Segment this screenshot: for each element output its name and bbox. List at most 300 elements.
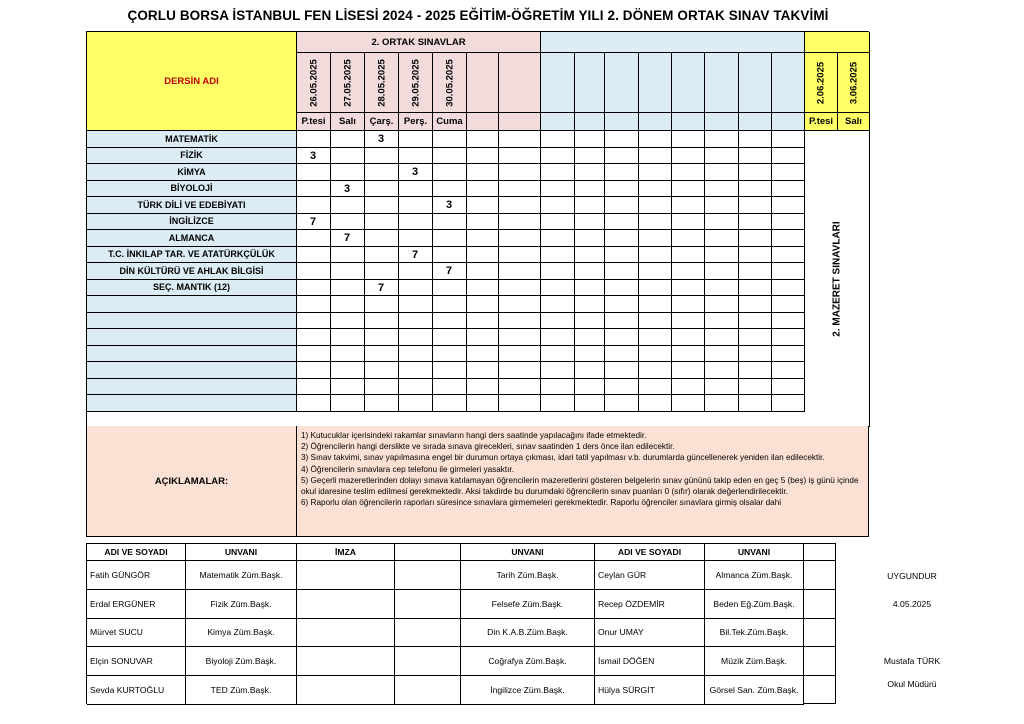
signature-cell	[395, 590, 461, 619]
slot-cell	[772, 230, 805, 247]
slot-cell	[365, 263, 399, 280]
date-header	[365, 53, 399, 113]
slot-cell	[639, 280, 672, 297]
slot-cell	[433, 346, 467, 363]
signature-cell: Recep ÖZDEMİR	[595, 590, 705, 619]
slot-cell	[541, 379, 575, 396]
date-header	[605, 53, 639, 113]
course-name	[87, 346, 297, 363]
slot-cell	[639, 131, 672, 148]
approval-date: 4.05.2025	[892, 599, 932, 609]
slot-cell	[499, 280, 541, 297]
signature-cell: Onur UMAY	[595, 619, 705, 648]
day-label	[541, 113, 575, 131]
slot-cell	[639, 164, 672, 181]
course-name: BİYOLOJİ	[87, 181, 297, 198]
slot-cell	[499, 247, 541, 264]
signature-cell: Ceylan GÜR	[595, 561, 705, 590]
slot-cell	[541, 280, 575, 297]
slot-cell	[639, 362, 672, 379]
slot-cell	[605, 329, 639, 346]
slot-cell	[772, 197, 805, 214]
slot-cell	[575, 296, 605, 313]
signature-cell: Felsefe Züm.Başk.	[461, 590, 595, 619]
slot-cell	[739, 131, 772, 148]
slot-cell	[705, 148, 739, 165]
slot-cell	[705, 280, 739, 297]
slot-cell	[467, 329, 499, 346]
slot-cell	[365, 164, 399, 181]
slot-cell	[331, 329, 365, 346]
signature-cell: Hülya SÜRGİT	[595, 676, 705, 705]
slot-cell	[575, 148, 605, 165]
slot-cell	[297, 329, 331, 346]
date-label: 2.06.2025	[815, 61, 827, 104]
slot-cell	[331, 263, 365, 280]
signature-cell	[297, 676, 395, 705]
slot-cell	[297, 197, 331, 214]
slot-cell	[575, 346, 605, 363]
slot-cell	[705, 181, 739, 198]
slot-cell	[541, 296, 575, 313]
slot-cell	[297, 230, 331, 247]
slot-cell	[575, 131, 605, 148]
slot-cell	[433, 280, 467, 297]
slot-cell	[739, 263, 772, 280]
slot-cell	[297, 296, 331, 313]
signature-extra-column	[803, 543, 836, 704]
slot-cell	[433, 313, 467, 330]
course-name: MATEMATİK	[87, 131, 297, 148]
makeup-label: 2. MAZERET SINAVLARI	[831, 220, 843, 337]
date-header	[772, 53, 805, 113]
slot-cell	[467, 362, 499, 379]
course-name	[87, 313, 297, 330]
slot-cell	[672, 379, 705, 396]
slot-cell	[433, 296, 467, 313]
signature-cell: Matematik Züm.Başk.	[186, 561, 297, 590]
slot-cell	[575, 329, 605, 346]
slot-cell	[541, 395, 575, 412]
date-header	[739, 53, 772, 113]
signature-header: UNVANI	[461, 544, 595, 561]
slot-cell	[772, 362, 805, 379]
slot-cell	[499, 329, 541, 346]
exam-group-header: 2. ORTAK SINAVLAR	[297, 32, 541, 53]
slot-cell	[739, 362, 772, 379]
slot-cell	[672, 230, 705, 247]
blank-group-header	[541, 32, 805, 53]
slot-cell	[499, 346, 541, 363]
slot-cell	[639, 247, 672, 264]
day-label: Çarş.	[365, 113, 399, 131]
slot-cell	[605, 395, 639, 412]
slot-cell: 7	[399, 247, 433, 264]
slot-cell	[399, 230, 433, 247]
note-line: 4) Öğrencilerin sınavlara cep telefonu ile girmeleri yasaktır.	[301, 464, 514, 474]
slot-cell	[331, 379, 365, 396]
slot-cell	[541, 164, 575, 181]
slot-cell	[639, 197, 672, 214]
slot-cell	[772, 379, 805, 396]
slot-cell	[772, 131, 805, 148]
slot-cell	[575, 263, 605, 280]
slot-cell	[467, 346, 499, 363]
slot-cell	[772, 263, 805, 280]
signature-divider	[803, 618, 836, 619]
slot-cell	[772, 346, 805, 363]
slot-cell	[399, 346, 433, 363]
date-header	[672, 53, 705, 113]
signature-cell: Erdal ERGÜNER	[87, 590, 186, 619]
slot-cell	[772, 280, 805, 297]
slot-cell	[297, 280, 331, 297]
slot-cell	[575, 362, 605, 379]
slot-cell	[739, 148, 772, 165]
slot-cell	[541, 214, 575, 231]
slot-cell	[705, 164, 739, 181]
date-header	[838, 53, 870, 113]
slot-cell	[399, 263, 433, 280]
note-line: 3) Sınav takvimi, sınav yapılmasına engel bir durumun ortaya çıkması, idari tatil yapılması v.b. durumlarda güncellenerek yeniden ilan edilecektir.	[301, 453, 825, 463]
slot-cell	[433, 395, 467, 412]
course-name	[87, 296, 297, 313]
slot-cell	[499, 296, 541, 313]
date-header	[805, 53, 838, 113]
course-name: FİZİK	[87, 148, 297, 165]
slot-cell	[365, 379, 399, 396]
slot-cell	[467, 296, 499, 313]
slot-cell	[399, 214, 433, 231]
slot-cell	[605, 131, 639, 148]
slot-cell	[639, 346, 672, 363]
slot-cell	[467, 395, 499, 412]
slot-cell	[365, 230, 399, 247]
notes-text	[296, 426, 869, 537]
slot-cell	[467, 379, 499, 396]
slot-cell	[672, 296, 705, 313]
course-name: TÜRK DİLİ VE EDEBİYATI	[87, 197, 297, 214]
slot-cell	[297, 362, 331, 379]
slot-cell	[672, 362, 705, 379]
slot-cell	[672, 131, 705, 148]
slot-cell	[433, 214, 467, 231]
slot-cell	[467, 164, 499, 181]
course-name	[87, 395, 297, 412]
signature-cell	[297, 619, 395, 648]
date-header	[399, 53, 433, 113]
slot-cell	[331, 197, 365, 214]
slot-cell	[705, 313, 739, 330]
slot-cell	[575, 247, 605, 264]
slot-cell	[739, 313, 772, 330]
slot-cell	[575, 214, 605, 231]
principal-role: Okul Müdürü	[887, 679, 937, 689]
note-line: 1) Kutucuklar içerisindeki rakamlar sınavların hangi ders saatinde yapılacağını ifade etmektedir.	[301, 431, 647, 440]
note-line: 6) Raporlu olan öğrencilerin raporları süresince sınavlara girmemeleri gerekmektedir. Raporlu öğrenciler sınavlara girmiş olsalar dahi	[301, 498, 782, 508]
slot-cell	[639, 181, 672, 198]
course-name	[87, 379, 297, 396]
slot-cell	[365, 329, 399, 346]
slot-cell	[672, 197, 705, 214]
slot-cell	[365, 362, 399, 379]
date-label: 3.06.2025	[848, 61, 859, 104]
signature-cell	[395, 561, 461, 590]
slot-cell	[399, 181, 433, 198]
day-label	[705, 113, 739, 131]
date-label: 26.05.2025	[308, 58, 319, 107]
slot-cell	[605, 346, 639, 363]
slot-cell	[399, 197, 433, 214]
slot-cell	[672, 148, 705, 165]
slot-cell	[639, 263, 672, 280]
slot-cell	[639, 214, 672, 231]
date-header	[639, 53, 672, 113]
date-label: 30.05.2025	[444, 58, 455, 107]
slot-cell	[331, 164, 365, 181]
slot-cell	[331, 362, 365, 379]
day-label	[739, 113, 772, 131]
slot-cell	[365, 197, 399, 214]
slot-cell	[365, 296, 399, 313]
slot-cell: 3	[331, 181, 365, 198]
slot-cell	[499, 362, 541, 379]
slot-cell	[467, 181, 499, 198]
date-label: 29.05.2025	[410, 58, 421, 107]
slot-cell	[467, 230, 499, 247]
signature-cell: Coğrafya Züm.Başk.	[461, 647, 595, 676]
note-line: 5) Geçerli mazeretlerinden dolayı sınava katılamayan öğrencilerin mazeretlerini gösteren belgelerin sınav gününü takip eden en geç 5 (beş) iş günü içinde okul idaresine teslim edilmesi gerekmektedir. Aksi takdirde bu durumdaki öğrencilerin sınav puanları 0 (sıfır) olarak değerlendirilecektir.	[301, 475, 859, 497]
slot-cell	[575, 181, 605, 198]
slot-cell	[639, 379, 672, 396]
slot-cell	[605, 230, 639, 247]
slot-cell	[575, 230, 605, 247]
slot-cell	[639, 230, 672, 247]
course-name	[87, 362, 297, 379]
day-label: Cuma	[433, 113, 467, 131]
slot-cell	[575, 197, 605, 214]
slot-cell	[399, 395, 433, 412]
slot-cell	[541, 230, 575, 247]
slot-cell	[467, 131, 499, 148]
slot-cell	[739, 379, 772, 396]
slot-cell	[399, 280, 433, 297]
slot-cell	[575, 395, 605, 412]
slot-cell: 3	[365, 131, 399, 148]
slot-cell	[331, 214, 365, 231]
signature-cell	[395, 676, 461, 705]
date-header	[575, 53, 605, 113]
slot-cell	[297, 346, 331, 363]
slot-cell	[772, 181, 805, 198]
course-name	[87, 329, 297, 346]
slot-cell	[705, 379, 739, 396]
slot-cell	[672, 313, 705, 330]
signature-cell: Biyoloji Züm.Başk.	[186, 647, 297, 676]
slot-cell	[739, 181, 772, 198]
slot-cell	[541, 197, 575, 214]
slot-cell	[605, 296, 639, 313]
slot-cell: 7	[297, 214, 331, 231]
slot-cell	[467, 280, 499, 297]
slot-cell	[739, 346, 772, 363]
slot-cell	[772, 247, 805, 264]
slot-cell	[605, 280, 639, 297]
slot-cell	[575, 280, 605, 297]
slot-cell	[433, 379, 467, 396]
slot-cell: 7	[433, 263, 467, 280]
signature-header	[395, 544, 461, 561]
date-header	[297, 53, 331, 113]
slot-cell	[365, 346, 399, 363]
slot-cell	[605, 164, 639, 181]
slot-cell	[772, 329, 805, 346]
day-label: P.tesi	[805, 113, 838, 131]
signature-cell: Kimya Züm.Başk.	[186, 619, 297, 648]
slot-cell	[672, 214, 705, 231]
slot-cell	[705, 362, 739, 379]
slot-cell	[672, 329, 705, 346]
signature-cell: Tarih Züm.Başk.	[461, 561, 595, 590]
slot-cell	[672, 247, 705, 264]
signature-cell: Sevda KURTOĞLU	[87, 676, 186, 705]
slot-cell	[672, 346, 705, 363]
signature-cell: Görsel San. Züm.Başk.	[705, 676, 804, 705]
day-label: Salı	[331, 113, 365, 131]
signature-divider	[803, 589, 836, 590]
slot-cell	[297, 313, 331, 330]
slot-cell	[705, 197, 739, 214]
signature-cell	[395, 647, 461, 676]
slot-cell	[541, 362, 575, 379]
slot-cell	[705, 329, 739, 346]
day-label: Perş.	[399, 113, 433, 131]
slot-cell	[499, 197, 541, 214]
slot-cell	[605, 148, 639, 165]
slot-cell	[605, 313, 639, 330]
slot-cell	[433, 164, 467, 181]
slot-cell	[605, 214, 639, 231]
slot-cell	[705, 247, 739, 264]
slot-cell	[297, 247, 331, 264]
slot-cell	[297, 263, 331, 280]
signature-cell: Almanca Züm.Başk.	[705, 561, 804, 590]
slot-cell	[467, 148, 499, 165]
slot-cell	[605, 181, 639, 198]
date-header	[331, 53, 365, 113]
slot-cell	[433, 247, 467, 264]
slot-cell	[467, 263, 499, 280]
slot-cell	[772, 296, 805, 313]
slot-cell	[499, 263, 541, 280]
signature-header: İMZA	[297, 544, 395, 561]
slot-cell	[705, 131, 739, 148]
signature-cell: İngilizce Züm.Başk.	[461, 676, 595, 705]
slot-cell	[739, 197, 772, 214]
slot-cell	[541, 329, 575, 346]
slot-cell	[297, 164, 331, 181]
slot-cell	[639, 395, 672, 412]
slot-cell	[575, 379, 605, 396]
slot-cell	[739, 296, 772, 313]
signature-cell: TED Züm.Başk.	[186, 676, 297, 705]
slot-cell	[499, 379, 541, 396]
slot-cell	[772, 148, 805, 165]
signature-cell: Beden Eğ.Züm.Başk.	[705, 590, 804, 619]
slot-cell	[365, 148, 399, 165]
slot-cell	[297, 395, 331, 412]
date-label: 28.05.2025	[376, 58, 387, 107]
slot-cell	[399, 296, 433, 313]
slot-cell	[575, 164, 605, 181]
day-label	[499, 113, 541, 131]
slot-cell: 3	[297, 148, 331, 165]
slot-cell	[705, 395, 739, 412]
signature-cell	[297, 647, 395, 676]
slot-cell	[499, 230, 541, 247]
slot-cell	[541, 346, 575, 363]
slot-cell	[365, 313, 399, 330]
slot-cell	[772, 164, 805, 181]
slot-cell	[433, 181, 467, 198]
slot-cell	[365, 214, 399, 231]
slot-cell	[705, 214, 739, 231]
makeup-column	[805, 131, 870, 427]
slot-cell	[605, 247, 639, 264]
slot-cell	[365, 395, 399, 412]
signature-header: UNVANI	[705, 544, 804, 561]
signature-cell: İsmail DÖĞEN	[595, 647, 705, 676]
slot-cell	[297, 131, 331, 148]
signature-cell: Müzik Züm.Başk.	[705, 647, 804, 676]
slot-cell	[499, 181, 541, 198]
slot-cell	[433, 230, 467, 247]
slot-cell	[331, 131, 365, 148]
slot-cell	[297, 379, 331, 396]
slot-cell	[433, 329, 467, 346]
schedule-grid	[86, 31, 869, 426]
slot-cell	[433, 148, 467, 165]
slot-cell	[575, 313, 605, 330]
date-header	[467, 53, 499, 113]
slot-cell	[399, 362, 433, 379]
slot-cell	[331, 346, 365, 363]
slot-cell: 3	[399, 164, 433, 181]
slot-cell	[639, 329, 672, 346]
slot-cell	[499, 164, 541, 181]
slot-cell	[705, 346, 739, 363]
slot-cell	[541, 313, 575, 330]
signature-cell	[297, 561, 395, 590]
signature-header: ADI VE SOYADI	[595, 544, 705, 561]
signature-header: UNVANI	[186, 544, 297, 561]
slot-cell	[399, 131, 433, 148]
slot-cell	[499, 214, 541, 231]
principal-name: Mustafa TÜRK	[883, 656, 941, 666]
slot-cell	[541, 247, 575, 264]
slot-cell	[399, 313, 433, 330]
day-label: P.tesi	[297, 113, 331, 131]
signature-cell	[395, 619, 461, 648]
slot-cell	[331, 280, 365, 297]
course-name: DİN KÜLTÜRÜ VE AHLAK BİLGİSİ	[87, 263, 297, 280]
date-header	[541, 53, 575, 113]
day-label: Salı	[838, 113, 870, 131]
slot-cell	[467, 214, 499, 231]
slot-cell	[467, 197, 499, 214]
date-label: 27.05.2025	[342, 58, 353, 107]
slot-cell	[541, 181, 575, 198]
